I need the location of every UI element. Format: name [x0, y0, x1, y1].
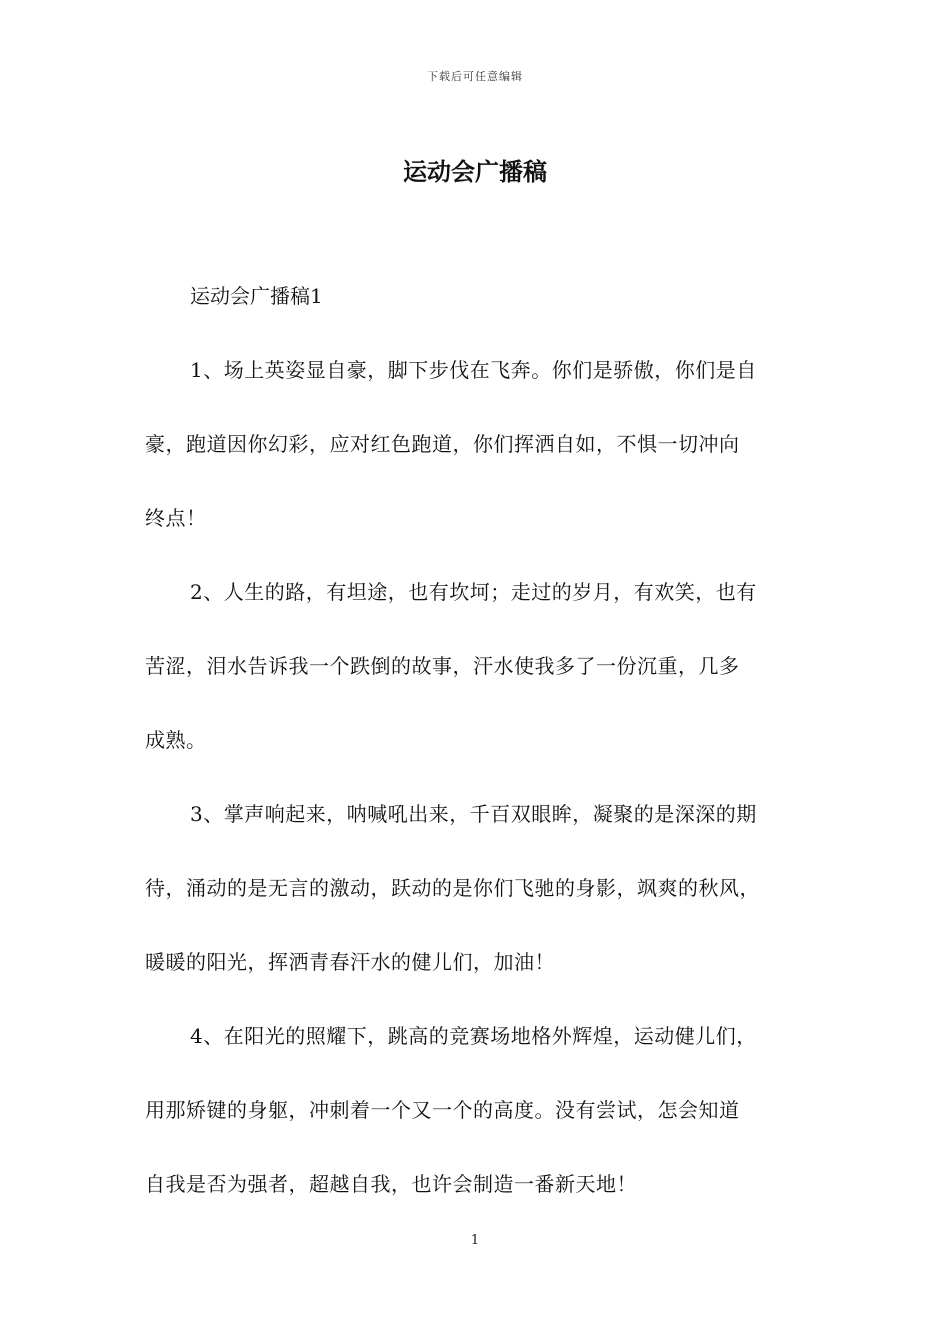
section-heading: 运动会广播稿1: [190, 284, 323, 308]
document-title: 运动会广播稿: [403, 158, 547, 186]
paragraph-line: 4、在阳光的照耀下，跳高的竞赛场地格外辉煌，运动健儿们，: [190, 1024, 757, 1048]
paragraph-1: [145, 350, 817, 538]
paragraph-line: 自我是否为强者，超越自我，也许会制造一番新天地！: [145, 1172, 637, 1196]
document-body: [145, 276, 817, 1238]
paragraph-line: 成熟。: [145, 728, 207, 752]
paragraph-line: 1、场上英姿显自豪，脚下步伐在飞奔。你们是骄傲，你们是自: [190, 358, 757, 382]
paragraph-line: 暖暖的阳光，挥洒青春汗水的健儿们，加油！: [145, 950, 555, 974]
paragraph-3: [145, 794, 817, 982]
paragraph-4: [145, 1016, 817, 1204]
paragraph-line: 2、人生的路，有坦途，也有坎坷；走过的岁月，有欢笑，也有: [190, 580, 757, 604]
paragraph-line: 用那矫键的身躯，冲刺着一个又一个的高度。没有尝试，怎会知道: [145, 1098, 740, 1122]
paragraph-line: 待，涌动的是无言的激动，跃动的是你们飞驰的身影，飒爽的秋风，: [145, 876, 760, 900]
paragraph-line: 3、掌声响起来，呐喊吼出来，千百双眼眸，凝聚的是深深的期: [190, 802, 757, 826]
page-header: 下载后可任意编辑: [427, 70, 523, 83]
paragraph-2: [145, 572, 817, 760]
paragraph-line: 豪，跑道因你幻彩，应对红色跑道，你们挥洒自如，不惧一切冲向: [145, 432, 740, 456]
paragraph-line: 终点！: [145, 506, 207, 530]
paragraph-line: 苦涩，泪水告诉我一个跌倒的故事，汗水使我多了一份沉重，几多: [145, 654, 740, 678]
page-number: 1: [470, 1233, 480, 1248]
